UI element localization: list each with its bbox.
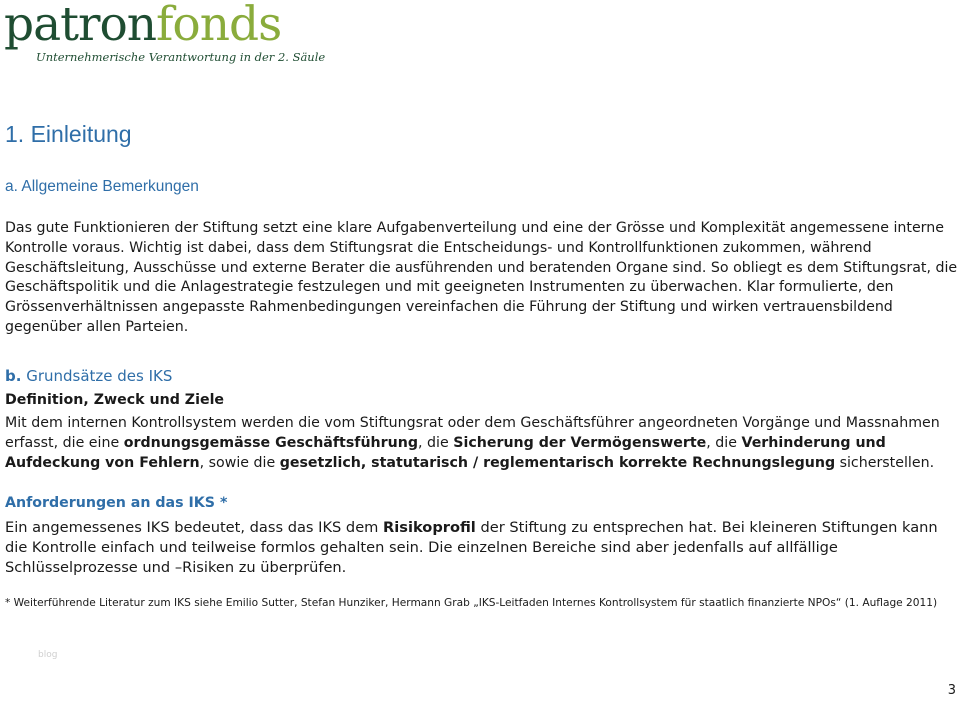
bold-run: Risikoprofil [383,519,476,536]
text-run: , sowie die [199,454,280,471]
paragraph-anforderungen [5,518,960,577]
text-run: Mit dem internen Kontrollsystem werden die vom Stiftungsrat oder dem Geschäftsführer angeordneten Vorgänge und Massnahmen erfasst, die eine [5,415,940,451]
footnote: * Weiterführende Literatur zum IKS siehe Emilio Sutter, Stefan Hunziker, Hermann Grab „IKS-Leitfaden Internes Kontrollsystem für staatlich finanzierte NPOs“ (1. Auflage 2011) [5,597,938,609]
logo-tagline: Unternehmerische Verantwortung in der 2. Säule [36,50,326,64]
bold-run: ordnungsgemässe Geschäftsführung [123,434,419,451]
text-run: Ein angemessenes IKS bedeutet, dass das IKS dem [5,519,384,536]
text-run: sicherstellen. [835,454,935,471]
heading-allgemeine-bemerkungen: a. Allgemeine Bemerkungen [5,178,199,195]
heading-definition: Definition, Zweck und Ziele [5,392,225,408]
logo-wordmark [4,0,281,50]
page-number: 3 [947,683,956,698]
paragraph-allgemeine-bemerkungen: Das gute Funktionieren der Stiftung setzt eine klare Aufgabenverteilung und eine der Grösse und Komplexität angemessene interne Kontrolle voraus. Wichtig ist dabei, dass dem Stiftungsrat die Entscheidungs- und Kontrollfunktionen zukommen, während Geschäftsleitung, Ausschüsse und externe Berater die ausführenden und beratenden Organe sind. So obliegt es dem Stiftungsrat, die Geschäftspolitik und die Anlagestrategie festzulegen und mit geeigneten Instrumenten zu überwachen. Klar formulierte, den Grössenverhältnissen angepasste Rahmenbedingungen vereinfachen die Führung der Stiftung und wirken vertrauensbildend gegenüber allen Parteien. [5,220,958,335]
heading-einleitung: 1. Einleitung [5,121,132,147]
bold-run: gesetzlich, statutarisch / reglementarisch korrekte Rechnungslegung [279,454,836,471]
logo-part-fonds: fonds [156,0,282,52]
logo-part-patron: patron [4,0,157,52]
text-run: , die [418,434,454,451]
heading-text: Grundsätze des IKS [21,367,173,385]
patronfonds-logo [4,0,326,64]
heading-anforderungen: Anforderungen an das IKS * [5,495,228,511]
paragraph-definition [5,414,960,473]
bold-run: Sicherung der Vermögenswerte [453,434,707,451]
watermark: blog [38,650,58,660]
heading-grundsaetze-iks [5,367,172,385]
heading-prefix: b. [5,367,22,385]
text-run: , die [706,434,742,451]
text-run: der Stiftung zu entsprechen hat. Bei kleineren Stiftungen kann die Kontrolle einfach und teilweise formlos gehalten sein. Die einzelnen Bereiche sind aber jedenfalls auf allfällige Schlüsselprozesse und –Risiken zu überprüfen. [5,519,938,576]
bold-run: Verhinderung und Aufdeckung von Fehlern [5,434,886,471]
